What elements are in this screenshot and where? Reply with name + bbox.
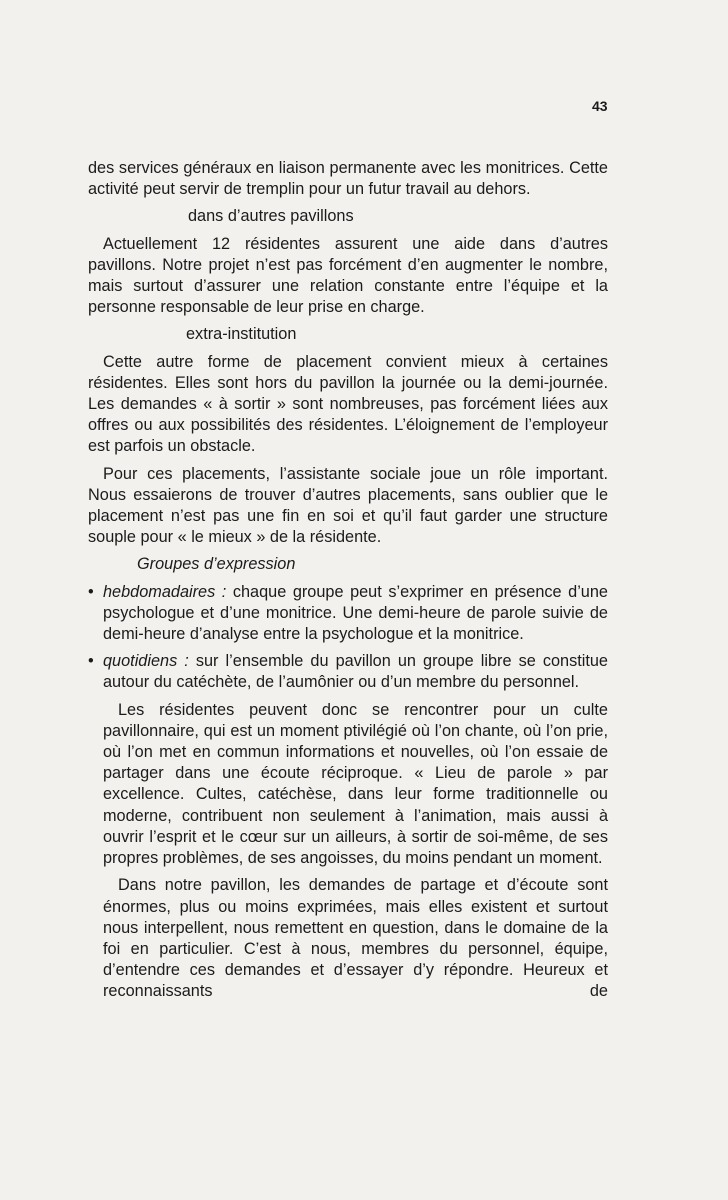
list-item — [88, 651, 608, 693]
body-text — [88, 158, 608, 1009]
subheading: extra-institution — [186, 325, 297, 344]
paragraph: Actuellement 12 résidentes assurent une aide dans d’autres pavillons. Notre projet n’est pas forcément d’en augmenter le nombre, mais surtout d’assurer une relation constante entre l’équipe et la personne responsable de leur prise en charge. — [88, 234, 608, 317]
list-term: hebdomadaires : — [103, 582, 227, 601]
paragraph: Pour ces placements, l’assistante sociale joue un rôle important. Nous essaierons de trouver d’autres placements, sans oublier que le placement n’est pas une fin en soi et qu’il faut garder une structure souple pour « le mieux » de la résidente. — [88, 464, 608, 547]
subheading: dans d’autres pavillons — [188, 207, 354, 226]
paragraph: des services généraux en liaison permanente avec les monitrices. Cette activité peut servir de tremplin pour un futur travail au dehors. — [88, 159, 608, 199]
paragraph: Cette autre forme de placement convient mieux à certaines résidentes. Elles sont hors du pavillon la journée ou la demi-journée. Les demandes « à sortir » sont nombreuses, pas forcément liées aux offres ou aux possibilités des résidentes. L’éloignement de l’employeur est parfois un obstacle. — [88, 352, 608, 456]
list-text: chaque groupe peut s’exprimer en présence d’une psychologue et d’une monitrice. Une demi-heure de parole suivie de demi-heure d’analyse entre la psychologue et la monitrice. — [103, 582, 608, 644]
paragraph: Dans notre pavillon, les demandes de partage et d’écoute sont énormes, plus ou moins exprimées, mais elles existent et surtout nous interpellent, nous remettent en question, dans le domaine de la foi en particulier. C’est à nous, membres du personnel, équipe, d’entendre ces demandes et d’essayer d’y répondre. Heureux et reconnaissants de — [103, 876, 608, 1001]
paragraph: Les résidentes peuvent donc se rencontrer pour un culte pavillonnaire, qui est un moment ptivilégié où l’on chante, où l’on prie, où l’on met en commun informations et nouvelles, où l’on essaie de partager dans une écoute réciproque. « Lieu de parole » par excellence. Cultes, catéchèse, dans leur forme traditionnelle ou moderne, contribuent non seulement à l’animation, mais aussi à ouvrir l’esprit et le cœur sur un ailleurs, à sortir de soi-même, de ses propres problèmes, de ses angoisses, du moins pendant un moment. — [103, 700, 608, 868]
list-term: quotidiens : — [103, 652, 189, 671]
page-number: 43 — [592, 98, 608, 114]
list-item — [88, 582, 608, 646]
list-text: sur l’ensemble du pavillon un groupe libre se constitue autour du catéchète, de l’aumônier ou d’un membre du personnel. — [103, 652, 608, 692]
indented-block — [88, 700, 608, 1003]
bullet-icon: • — [88, 582, 94, 601]
bullet-icon: • — [88, 652, 94, 671]
section-heading: Groupes d’expression — [137, 555, 296, 574]
